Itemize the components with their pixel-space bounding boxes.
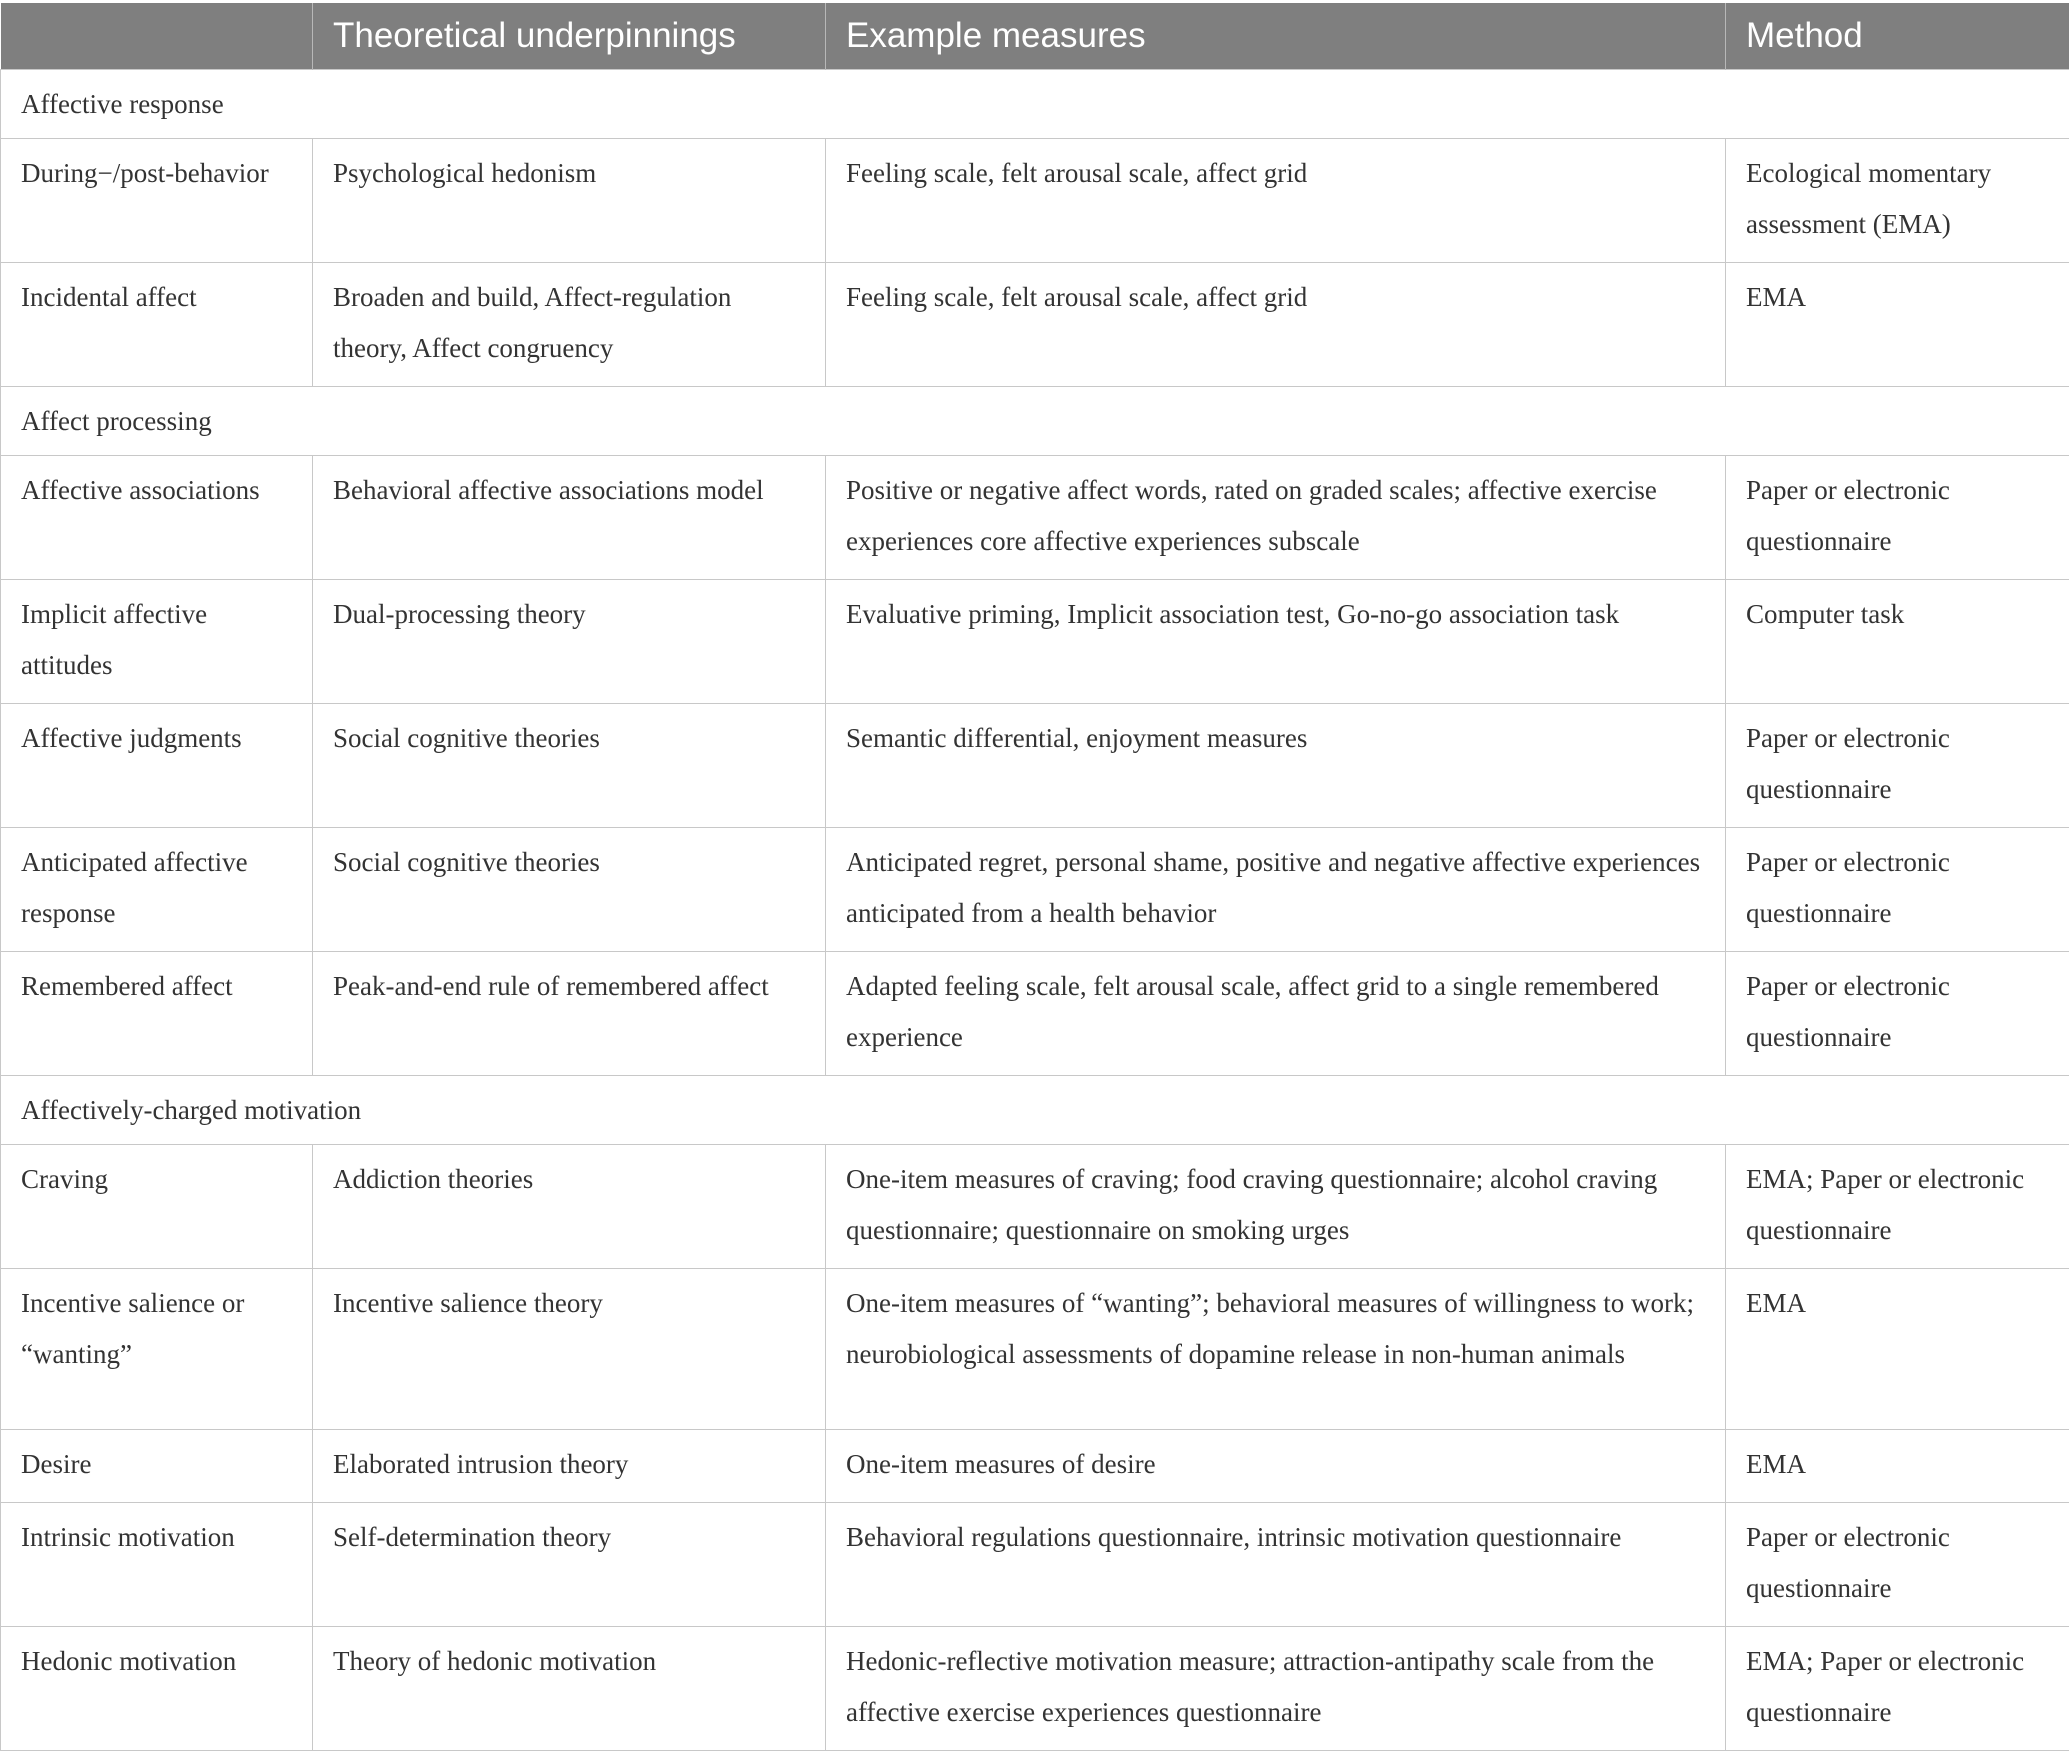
- table-row: [1, 1430, 2069, 1503]
- theory-cell: Behavioral affective associations model: [313, 456, 826, 580]
- measures-cell: One-item measures of craving; food craving questionnaire; alcohol craving questionnaire; questionnaire on smoking urges: [826, 1145, 1726, 1269]
- measures-cell: Hedonic-reflective motivation measure; attraction-antipathy scale from the affective exercise experiences questionnaire: [826, 1627, 1726, 1751]
- theory-cell: Social cognitive theories: [313, 704, 826, 828]
- header-method: Method: [1726, 3, 2069, 70]
- section-title: Affective response: [1, 70, 2069, 139]
- construct-cell: Remembered affect: [1, 952, 313, 1076]
- construct-cell: Intrinsic motivation: [1, 1503, 313, 1627]
- measures-cell: One-item measures of desire: [826, 1430, 1726, 1503]
- method-cell: Paper or electronic questionnaire: [1726, 952, 2069, 1076]
- theory-cell: Theory of hedonic motivation: [313, 1627, 826, 1751]
- header-row: [1, 3, 2069, 70]
- measures-cell: Semantic differential, enjoyment measures: [826, 704, 1726, 828]
- theory-cell: Broaden and build, Affect-regulation theory, Affect congruency: [313, 263, 826, 387]
- measures-cell: Positive or negative affect words, rated on graded scales; affective exercise experiences core affective experiences subscale: [826, 456, 1726, 580]
- table-row: [1, 1145, 2069, 1269]
- measures-cell: Anticipated regret, personal shame, positive and negative affective experiences anticipated from a health behavior: [826, 828, 1726, 952]
- header-construct: [1, 3, 313, 70]
- table-row: [1, 139, 2069, 263]
- measures-cell: Evaluative priming, Implicit association test, Go-no-go association task: [826, 580, 1726, 704]
- table-container: [0, 3, 2069, 1751]
- section-row: [1, 1076, 2069, 1145]
- method-cell: Paper or electronic questionnaire: [1726, 1503, 2069, 1627]
- construct-cell: Affective judgments: [1, 704, 313, 828]
- method-cell: EMA: [1726, 1430, 2069, 1503]
- measures-cell: Adapted feeling scale, felt arousal scale, affect grid to a single remembered experience: [826, 952, 1726, 1076]
- theory-cell: Peak-and-end rule of remembered affect: [313, 952, 826, 1076]
- theory-cell: Psychological hedonism: [313, 139, 826, 263]
- measures-cell: One-item measures of “wanting”; behavioral measures of willingness to work; neurobiological assessments of dopamine release in non-human animals: [826, 1269, 1726, 1430]
- table-row: [1, 580, 2069, 704]
- method-cell: Paper or electronic questionnaire: [1726, 704, 2069, 828]
- method-cell: Computer task: [1726, 580, 2069, 704]
- construct-cell: Incidental affect: [1, 263, 313, 387]
- method-cell: Paper or electronic questionnaire: [1726, 456, 2069, 580]
- construct-cell: Affective associations: [1, 456, 313, 580]
- table-row: [1, 456, 2069, 580]
- table-row: [1, 952, 2069, 1076]
- table-row: [1, 1627, 2069, 1751]
- section-row: [1, 70, 2069, 139]
- theory-cell: Dual-processing theory: [313, 580, 826, 704]
- construct-cell: Craving: [1, 1145, 313, 1269]
- theory-cell: Addiction theories: [313, 1145, 826, 1269]
- table-row: [1, 828, 2069, 952]
- method-cell: EMA: [1726, 1269, 2069, 1430]
- theory-cell: Self-determination theory: [313, 1503, 826, 1627]
- construct-cell: Implicit affective attitudes: [1, 580, 313, 704]
- construct-cell: Incentive salience or “wanting”: [1, 1269, 313, 1430]
- method-cell: Paper or electronic questionnaire: [1726, 828, 2069, 952]
- theory-cell: Social cognitive theories: [313, 828, 826, 952]
- method-cell: EMA: [1726, 263, 2069, 387]
- theory-cell: Incentive salience theory: [313, 1269, 826, 1430]
- table-row: [1, 1503, 2069, 1627]
- method-cell: EMA; Paper or electronic questionnaire: [1726, 1627, 2069, 1751]
- measures-cell: Feeling scale, felt arousal scale, affect grid: [826, 139, 1726, 263]
- section-title: Affect processing: [1, 387, 2069, 456]
- header-measures: Example measures: [826, 3, 1726, 70]
- table-row: [1, 704, 2069, 828]
- section-row: [1, 387, 2069, 456]
- section-title: Affectively-charged motivation: [1, 1076, 2069, 1145]
- construct-cell: Anticipated affective response: [1, 828, 313, 952]
- table-row: [1, 1269, 2069, 1430]
- construct-cell: Hedonic motivation: [1, 1627, 313, 1751]
- header-theory: Theoretical underpinnings: [313, 3, 826, 70]
- measures-cell: Feeling scale, felt arousal scale, affect grid: [826, 263, 1726, 387]
- construct-cell: During−/post-behavior: [1, 139, 313, 263]
- measures-cell: Behavioral regulations questionnaire, intrinsic motivation questionnaire: [826, 1503, 1726, 1627]
- method-cell: Ecological momentary assessment (EMA): [1726, 139, 2069, 263]
- theory-cell: Elaborated intrusion theory: [313, 1430, 826, 1503]
- method-cell: EMA; Paper or electronic questionnaire: [1726, 1145, 2069, 1269]
- constructs-table: [0, 3, 2069, 1751]
- construct-cell: Desire: [1, 1430, 313, 1503]
- table-row: [1, 263, 2069, 387]
